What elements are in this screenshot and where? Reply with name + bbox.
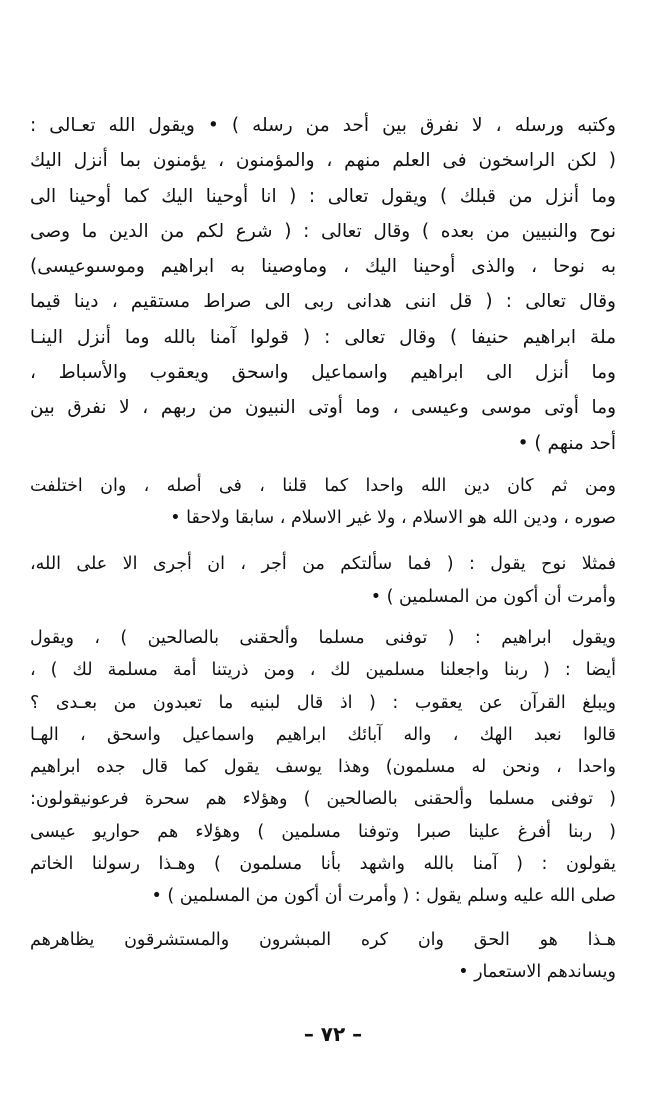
text-line: ( توفنى مسلما وألحقنى بالصالحين ) وهؤلاء هم سحرة فرعونيقولون: <box>30 789 616 810</box>
text-line: يقولون : ( آمنا بالله واشهد بأنا مسلمون ) وهـذا رسولنا الخاتم <box>30 854 616 875</box>
text-line: أيضا : ( ربنا واجعلنا مسلمين لك ، ومن ذريتنا أمة مسلمة لك ) ، <box>30 660 616 681</box>
text-line: ويقول ابراهيم : ( توفنى مسلما وألحقنى بالصالحين ) ، ويقول <box>30 628 616 648</box>
text-line: وكتبه ورسله ، لا نفرق بين أحد من رسله ) • ويقول الله تعـالى : <box>30 115 616 136</box>
text-line: صلى الله عليه وسلم يقول : ( وأمرت أن أكون من المسلمين ) • <box>151 886 616 907</box>
paragraph-3 <box>30 548 616 614</box>
text-line: به نوحا ، والذى أوحينا اليك ، وماوصينا به ابراهيم وموسىوعيسى) <box>30 256 616 278</box>
text-line: أحد منهم ) • <box>517 432 616 454</box>
text-line: هـذا هو الحق وان كره المبشرون والمستشرقون يظاهرهم <box>30 930 616 950</box>
text-line: نوح والنبيين من بعده ) وقال تعالى : ( شرع لكم من الدين ما وصى <box>30 220 616 242</box>
text-line: فمثلا نوح يقول : ( فما سألتكم من أجر ، ان أجرى الا على الله، <box>30 554 616 574</box>
paragraph-4 <box>30 622 616 913</box>
text-line: وقال تعالى : ( قل اننى هدانى ربى الى صراط مستقيم ، دينا قيما <box>30 291 616 313</box>
text-line: وما أنزل من قبلك ) ويقول تعالى : ( انا أوحينا اليك كما أوحينا الى <box>30 185 616 207</box>
paragraph-5 <box>30 924 616 988</box>
text-line: واحدا ، ونحن له مسلمون) وهذا يوسف يقول كما قال جده ابراهيم <box>30 757 616 778</box>
paragraph-1 <box>30 108 616 461</box>
text-line: ملة ابراهيم حنيفا ) وقال تعالى : ( قولوا آمنا بالله وما أنزل الينـا <box>30 326 616 348</box>
text-line: ( ربنا أفرغ علينا صبرا وتوفنا مسلمين ) وهؤلاء هم حواريو عيسى <box>30 821 616 842</box>
text-line: ومن ثم كان دين الله واحدا كما قلنا ، فى أصله ، وان اختلفت <box>30 476 616 496</box>
text-line: وما أوتى موسى وعيسى ، وما أوتى النبيون من ربهم ، لا نفرق بين <box>30 397 616 419</box>
text-line: قالوا نعبد الهك ، واله آبائك ابراهيم واسماعيل واسحق ، الهـا <box>30 724 616 745</box>
text-line: ( لكن الراسخون فى العلم منهم ، والمؤمنون ، يؤمنون بما أنزل اليك <box>30 150 616 172</box>
paragraph-2 <box>30 470 616 534</box>
text-line: ويساندهم الاستعمار • <box>458 962 616 982</box>
page-number: – ٧٢ – <box>303 1022 363 1046</box>
text-line: صوره ، ودين الله هو الاسلام ، ولا غير الاسلام ، سابقا ولاحقا • <box>170 508 616 528</box>
text-line: وما أنزل الى ابراهيم واسماعيل واسحق ويعقوب والأسباط ، <box>30 362 616 384</box>
text-line: ويبلغ القرآن عن يعقوب : ( اذ قال لبنيه ما تعبدون من بعـدى ؟ <box>30 692 616 713</box>
text-line: وأمرت أن أكون من المسلمين ) • <box>370 587 616 607</box>
